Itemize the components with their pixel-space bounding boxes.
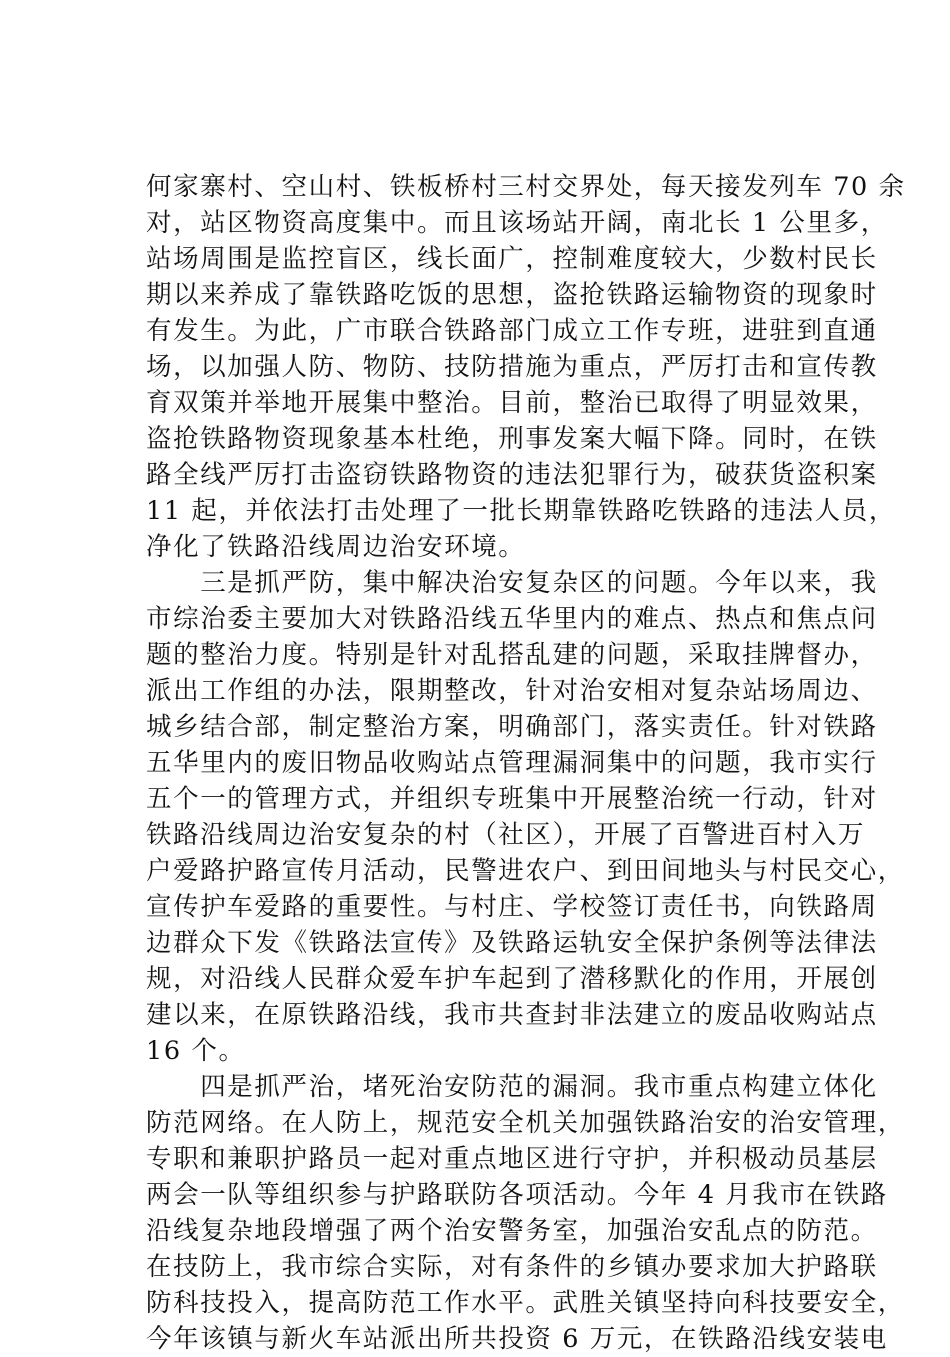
text-line: 场，以加强人防、物防、技防措施为重点，严厉打击和宣传教 bbox=[146, 352, 878, 382]
paragraph-start-line: 四是抓严治，堵死治安防范的漏洞。我市重点构建立体化 bbox=[146, 1072, 878, 1102]
text-line: 两会一队等组织参与护路联防各项活动。今年 4 月我市在铁路 bbox=[146, 1180, 888, 1210]
paragraph-start-line: 三是抓严防，集中解决治安复杂区的问题。今年以来，我 bbox=[146, 568, 878, 598]
text-line: 16 个。 bbox=[146, 1036, 246, 1066]
text-line: 五华里内的废旧物品收购站点管理漏洞集中的问题，我市实行 bbox=[146, 748, 878, 778]
text-line: 建以来，在原铁路沿线，我市共查封非法建立的废品收购站点 bbox=[146, 1000, 878, 1030]
text-line: 规，对沿线人民群众爱车护车起到了潜移默化的作用，开展创 bbox=[146, 964, 878, 994]
text-line: 育双策并举地开展集中整治。目前，整治已取得了明显效果， bbox=[146, 388, 878, 418]
text-line: 11 起，并依法打击处理了一批长期靠铁路吃铁路的违法人员， bbox=[146, 496, 896, 526]
text-line: 宣传护车爱路的重要性。与村庄、学校签订责任书，向铁路周 bbox=[146, 892, 878, 922]
text-line: 对，站区物资高度集中。而且该场站开阔，南北长 1 公里多， bbox=[146, 208, 888, 238]
text-line: 在技防上，我市综合实际，对有条件的乡镇办要求加大护路联 bbox=[146, 1252, 878, 1282]
text-line: 净化了铁路沿线周边治安环境。 bbox=[146, 532, 526, 562]
text-line: 路全线严厉打击盗窃铁路物资的违法犯罪行为，破获货盗积案 bbox=[146, 460, 878, 490]
text-line: 何家寨村、空山村、铁板桥村三村交界处，每天接发列车 70 余 bbox=[146, 172, 906, 202]
text-line: 防范网络。在人防上，规范安全机关加强铁路治安的治安管理， bbox=[146, 1108, 905, 1138]
text-line: 铁路沿线周边治安复杂的村（社区），开展了百警进百村入万 bbox=[146, 820, 865, 850]
text-line: 有发生。为此，广市联合铁路部门成立工作专班，进驻到直通 bbox=[146, 316, 878, 346]
text-line: 盗抢铁路物资现象基本杜绝，刑事发案大幅下降。同时，在铁 bbox=[146, 424, 878, 454]
text-line: 户爱路护路宣传月活动，民警进农户、到田间地头与村民交心， bbox=[146, 856, 905, 886]
text-line: 市综治委主要加大对铁路沿线五华里内的难点、热点和焦点问 bbox=[146, 604, 878, 634]
text-line: 专职和兼职护路员一起对重点地区进行守护，并积极动员基层 bbox=[146, 1144, 878, 1174]
text-line: 沿线复杂地段增强了两个治安警务室，加强治安乱点的防范。 bbox=[146, 1216, 878, 1246]
text-line: 期以来养成了靠铁路吃饭的思想，盗抢铁路运输物资的现象时 bbox=[146, 280, 878, 310]
text-line: 边群众下发《铁路法宣传》及铁路运轨安全保护条例等法律法 bbox=[146, 928, 878, 958]
text-line: 派出工作组的办法，限期整改，针对治安相对复杂站场周边、 bbox=[146, 676, 878, 706]
text-line: 题的整治力度。特别是针对乱搭乱建的问题，采取挂牌督办， bbox=[146, 640, 878, 670]
text-line: 城乡结合部，制定整治方案，明确部门，落实责任。针对铁路 bbox=[146, 712, 878, 742]
text-line: 今年该镇与新火车站派出所共投资 6 万元，在铁路沿线安装电 bbox=[146, 1324, 888, 1354]
text-line: 站场周围是监控盲区，线长面广，控制难度较大，少数村民长 bbox=[146, 244, 878, 274]
text-line: 防科技投入，提高防范工作水平。武胜关镇坚持向科技要安全， bbox=[146, 1288, 905, 1318]
text-line: 五个一的管理方式，并组织专班集中开展整治统一行动，针对 bbox=[146, 784, 878, 814]
